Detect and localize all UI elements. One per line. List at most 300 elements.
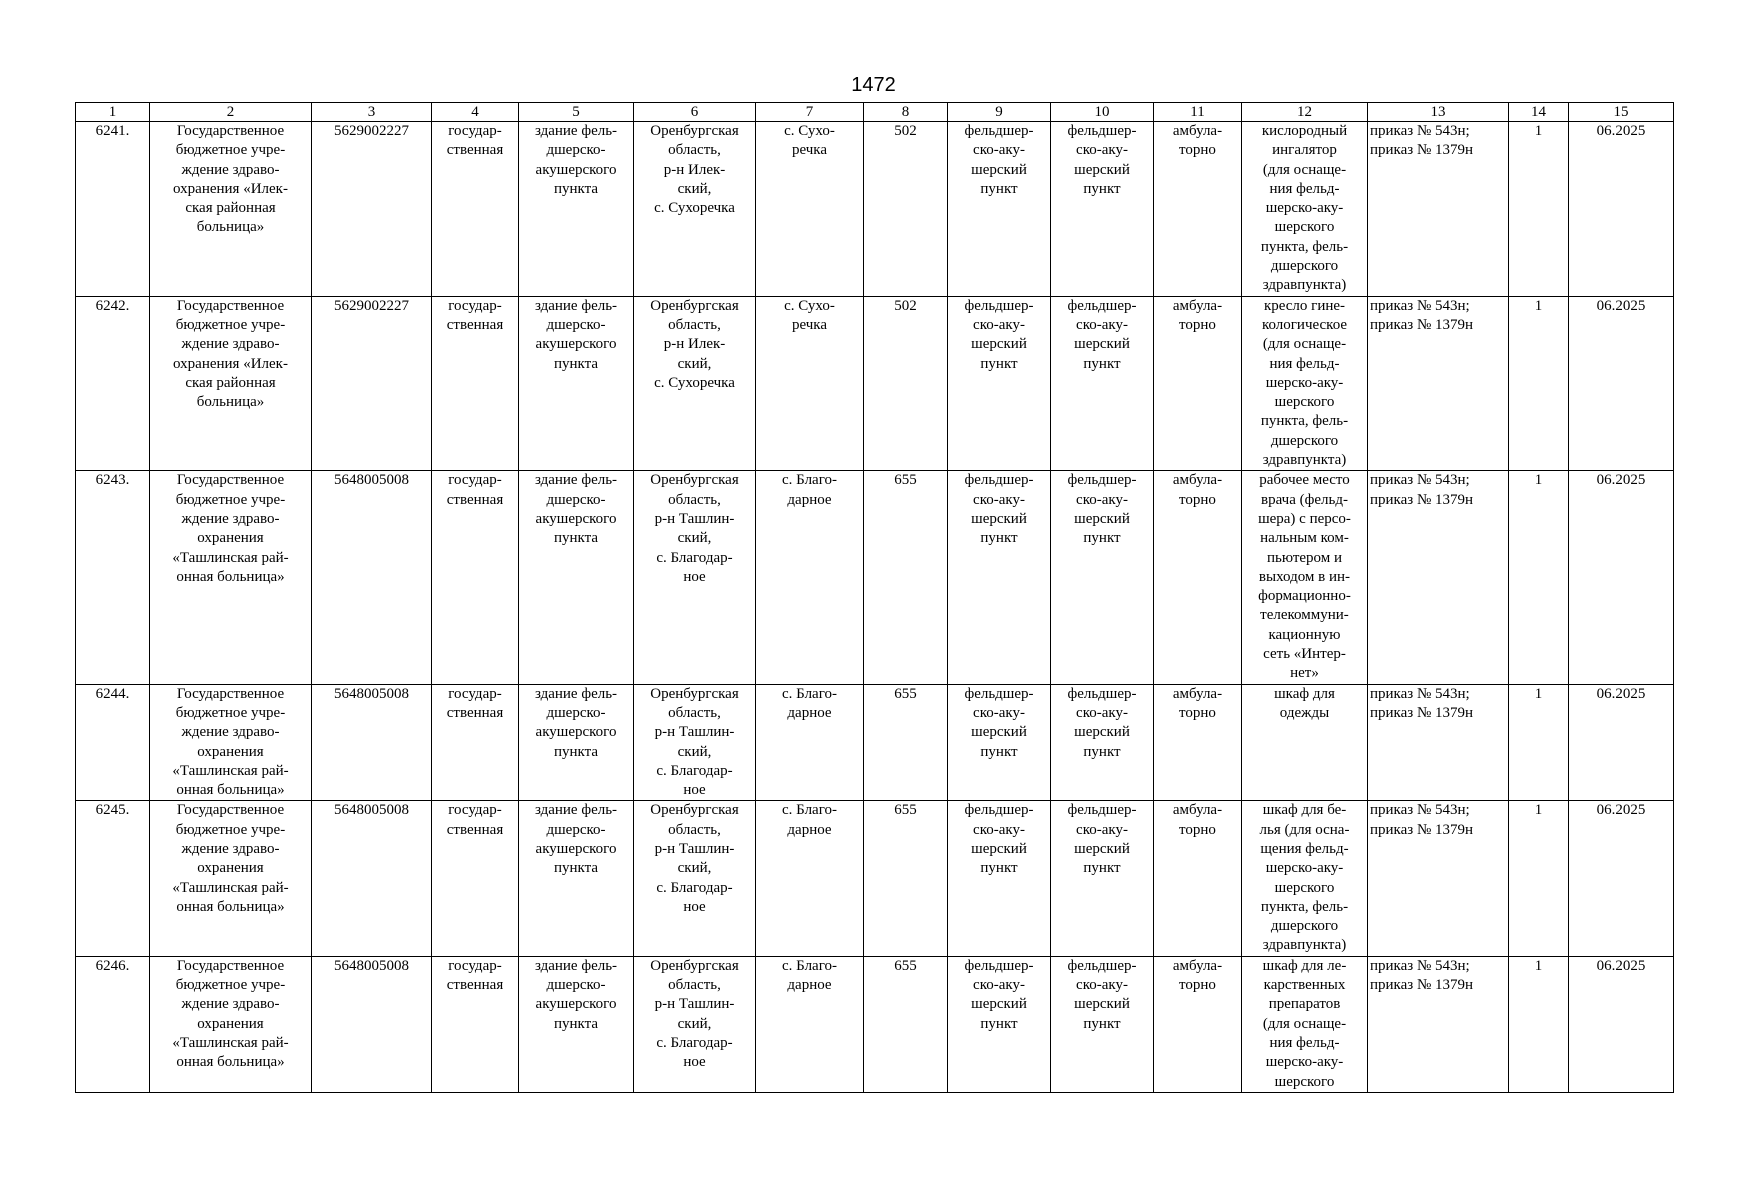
- column-number: 6: [634, 103, 756, 122]
- cell-line: охранения «Илек-: [173, 355, 288, 372]
- cell-line: ская районная: [185, 200, 276, 217]
- cell-line: нальным ком-: [1260, 530, 1349, 547]
- cell-line: амбула-: [1172, 957, 1223, 974]
- cell-line: дшерско-: [546, 142, 606, 159]
- column-number: 11: [1154, 103, 1242, 122]
- cell-line: «Ташлинская рай-: [172, 1034, 289, 1051]
- cell-line: с. Благодар-: [656, 549, 733, 566]
- cell-order-reference: [1368, 471, 1509, 684]
- cell-line: Государственное: [176, 123, 285, 139]
- cell-line: щения фельд-: [1260, 840, 1349, 857]
- cell-order-reference: [1368, 801, 1509, 956]
- cell-line: шерский: [1074, 724, 1130, 741]
- cell-line: с. Благо-: [782, 685, 837, 702]
- cell-line: ский,: [677, 860, 712, 877]
- cell-care-type: [1154, 122, 1242, 297]
- cell-line: пункт: [980, 530, 1018, 547]
- cell-line: охранения: [197, 743, 264, 760]
- cell-line: амбула-: [1172, 472, 1223, 489]
- cell-line: здание фель-: [534, 123, 618, 139]
- cell-line: ский,: [677, 530, 712, 547]
- cell-line: пункта, фель-: [1260, 898, 1349, 915]
- cell-line: «Ташлинская рай-: [172, 762, 289, 779]
- cell-line: фельдшер-: [1067, 802, 1137, 819]
- cell-line: здание фель-: [534, 472, 618, 489]
- cell-line: ния фельд-: [1269, 355, 1340, 372]
- cell-organization-name: [150, 471, 312, 684]
- cell-building-type: [519, 801, 634, 956]
- cell-line: шерский: [971, 996, 1027, 1013]
- cell-line: фельдшер-: [964, 802, 1034, 819]
- cell-line: ско-аку-: [973, 821, 1025, 838]
- cell-line: с. Сухо-: [784, 123, 835, 139]
- table-row: [76, 956, 1674, 1092]
- cell-line: фельдшер-: [964, 297, 1034, 314]
- cell-order-reference: [1368, 684, 1509, 801]
- cell-line: шерский: [1074, 161, 1130, 178]
- cell-line: фельдшер-: [1067, 472, 1137, 489]
- column-number: 15: [1569, 103, 1674, 122]
- cell-line: речка: [791, 316, 828, 333]
- cell-line: приказ № 543н;: [1370, 685, 1470, 702]
- table-row: [76, 122, 1674, 297]
- cell-line: кационную: [1268, 626, 1341, 643]
- cell-line: шерского: [1274, 394, 1335, 411]
- cell-unit-type: [948, 956, 1051, 1092]
- cell-address: [634, 471, 756, 684]
- cell-inn-code: 5648005008: [312, 801, 432, 956]
- cell-line: дшерско-: [546, 491, 606, 508]
- cell-line: ственная: [446, 142, 504, 159]
- cell-line: ско-аку-: [1076, 491, 1128, 508]
- cell-line: шерского: [1274, 879, 1335, 896]
- cell-line: дарное: [787, 704, 832, 721]
- cell-line: приказ № 543н;: [1370, 802, 1470, 819]
- column-number-row: [76, 103, 1674, 122]
- cell-line: р-н Ташлин-: [654, 996, 735, 1013]
- cell-population: 655: [864, 956, 948, 1092]
- cell-ownership-type: [432, 296, 519, 471]
- cell-locality: [756, 122, 864, 297]
- cell-line: р-н Ташлин-: [654, 510, 735, 527]
- cell-line: приказ № 543н;: [1370, 297, 1470, 314]
- cell-line: пьютером и: [1266, 549, 1343, 566]
- cell-line: амбула-: [1172, 297, 1223, 314]
- cell-line: область,: [668, 491, 721, 508]
- cell-building-type: [519, 296, 634, 471]
- cell-line: онная больница»: [176, 568, 285, 585]
- cell-line: шера) с персо-: [1258, 510, 1351, 527]
- cell-ownership-type: [432, 122, 519, 297]
- cell-equipment: [1242, 684, 1368, 801]
- cell-line: шерский: [971, 840, 1027, 857]
- cell-locality: [756, 801, 864, 956]
- cell-line: онная больница»: [176, 1054, 285, 1071]
- cell-line: шерского: [1274, 219, 1335, 236]
- cell-quantity: 1: [1509, 801, 1569, 956]
- cell-line: дшерского: [1270, 432, 1339, 449]
- cell-line: с. Благо-: [782, 957, 837, 974]
- cell-line: шерско-аку-: [1265, 374, 1344, 391]
- cell-line: больница»: [196, 219, 265, 236]
- cell-organization-name: [150, 801, 312, 956]
- cell-line: область,: [668, 977, 721, 994]
- cell-row-number: 6241.: [76, 122, 150, 297]
- cell-line: приказ № 1379н: [1370, 977, 1474, 994]
- cell-line: государ-: [448, 297, 502, 314]
- cell-line: речка: [791, 142, 828, 159]
- cell-line: ингалятор: [1272, 142, 1337, 159]
- cell-line: ский,: [677, 180, 712, 197]
- cell-line: торно: [1179, 977, 1216, 994]
- cell-quantity: 1: [1509, 122, 1569, 297]
- cell-line: (для оснаще-: [1262, 1015, 1347, 1032]
- cell-ownership-type: [432, 471, 519, 684]
- cell-line: ский,: [677, 743, 712, 760]
- cell-inn-code: 5629002227: [312, 122, 432, 297]
- cell-unit-type: [948, 471, 1051, 684]
- cell-line: лья (для осна-: [1259, 821, 1350, 838]
- cell-line: область,: [668, 142, 721, 159]
- cell-line: с. Сухоречка: [654, 200, 735, 217]
- cell-address: [634, 684, 756, 801]
- cell-ownership-type: [432, 801, 519, 956]
- cell-unit-name: [1051, 956, 1154, 1092]
- cell-line: акушерского: [535, 510, 617, 527]
- cell-equipment: [1242, 296, 1368, 471]
- column-number: 8: [864, 103, 948, 122]
- cell-line: ственная: [446, 977, 504, 994]
- cell-line: онная больница»: [176, 898, 285, 915]
- cell-line: с. Благо-: [782, 472, 837, 489]
- cell-line: приказ № 1379н: [1370, 491, 1474, 508]
- cell-line: телекоммуни-: [1260, 607, 1349, 624]
- cell-line: шкаф для: [1274, 685, 1335, 702]
- cell-address: [634, 956, 756, 1092]
- cell-line: шкаф для ле-: [1262, 957, 1347, 974]
- cell-line: государ-: [448, 957, 502, 974]
- table-row: [76, 801, 1674, 956]
- cell-line: торно: [1179, 491, 1216, 508]
- cell-line: пункт: [1083, 180, 1121, 197]
- cell-line: здание фель-: [534, 957, 618, 974]
- cell-unit-name: [1051, 122, 1154, 297]
- cell-line: рабочее место: [1259, 472, 1350, 489]
- cell-line: ственная: [446, 491, 504, 508]
- cell-line: пункт: [1083, 530, 1121, 547]
- cell-row-number: 6243.: [76, 471, 150, 684]
- column-number: 7: [756, 103, 864, 122]
- cell-line: ско-аку-: [1076, 316, 1128, 333]
- cell-line: дшерско-: [546, 977, 606, 994]
- cell-equipment: [1242, 471, 1368, 684]
- cell-unit-name: [1051, 801, 1154, 956]
- cell-order-reference: [1368, 296, 1509, 471]
- cell-line: с. Сухоречка: [654, 374, 735, 391]
- cell-quantity: 1: [1509, 684, 1569, 801]
- cell-line: шерско-аку-: [1265, 200, 1344, 217]
- cell-line: здравпункта): [1262, 277, 1347, 294]
- cell-line: формационно-: [1258, 588, 1351, 605]
- cell-line: шерско-аку-: [1265, 1054, 1344, 1071]
- cell-line: ско-аку-: [1076, 142, 1128, 159]
- page-number: 1472: [851, 74, 896, 96]
- cell-line: приказ № 543н;: [1370, 957, 1470, 974]
- cell-line: бюджетное учре-: [175, 316, 286, 333]
- cell-line: государ-: [448, 802, 502, 819]
- cell-line: бюджетное учре-: [175, 977, 286, 994]
- cell-line: шерского: [1274, 1073, 1335, 1090]
- cell-line: ско-аку-: [973, 316, 1025, 333]
- cell-inn-code: 5648005008: [312, 684, 432, 801]
- cell-care-type: [1154, 801, 1242, 956]
- cell-locality: [756, 471, 864, 684]
- cell-line: ская районная: [185, 374, 276, 391]
- cell-line: фельдшер-: [1067, 685, 1137, 702]
- cell-line: ский,: [677, 355, 712, 372]
- cell-line: акушерского: [535, 724, 617, 741]
- cell-building-type: [519, 956, 634, 1092]
- cell-line: ско-аку-: [973, 142, 1025, 159]
- cell-line: пункт: [980, 860, 1018, 877]
- cell-building-type: [519, 684, 634, 801]
- cell-line: пункт: [1083, 743, 1121, 760]
- cell-line: пункт: [980, 355, 1018, 372]
- cell-line: торно: [1179, 704, 1216, 721]
- cell-line: приказ № 1379н: [1370, 704, 1474, 721]
- cell-line: Оренбургская: [650, 957, 739, 974]
- cell-equipment: [1242, 122, 1368, 297]
- cell-line: р-н Илек-: [663, 161, 726, 178]
- cell-line: одежды: [1279, 704, 1330, 721]
- cell-line: охранения: [197, 530, 264, 547]
- cell-line: Государственное: [176, 685, 285, 702]
- cell-line: здание фель-: [534, 802, 618, 819]
- cell-line: фельдшер-: [964, 685, 1034, 702]
- cell-locality: [756, 956, 864, 1092]
- cell-row-number: 6246.: [76, 956, 150, 1092]
- cell-line: шерский: [971, 161, 1027, 178]
- cell-deadline-date: 06.2025: [1569, 122, 1674, 297]
- cell-unit-name: [1051, 296, 1154, 471]
- cell-deadline-date: 06.2025: [1569, 471, 1674, 684]
- cell-population: 655: [864, 684, 948, 801]
- cell-inn-code: 5648005008: [312, 471, 432, 684]
- cell-line: пункт: [980, 743, 1018, 760]
- cell-unit-type: [948, 684, 1051, 801]
- cell-organization-name: [150, 122, 312, 297]
- cell-line: пункта: [553, 180, 599, 197]
- cell-line: ждение здраво-: [181, 840, 280, 857]
- cell-line: ско-аку-: [973, 977, 1025, 994]
- cell-deadline-date: 06.2025: [1569, 296, 1674, 471]
- cell-line: пункта, фель-: [1260, 238, 1349, 255]
- cell-line: ное: [683, 898, 706, 915]
- cell-line: охранения «Илек-: [173, 180, 288, 197]
- cell-line: Государственное: [176, 297, 285, 314]
- cell-order-reference: [1368, 122, 1509, 297]
- cell-line: акушерского: [535, 336, 617, 353]
- cell-row-number: 6245.: [76, 801, 150, 956]
- cell-line: шерско-аку-: [1265, 860, 1344, 877]
- cell-line: фельдшер-: [964, 123, 1034, 139]
- cell-quantity: 1: [1509, 296, 1569, 471]
- cell-building-type: [519, 471, 634, 684]
- cell-line: область,: [668, 316, 721, 333]
- cell-population: 655: [864, 801, 948, 956]
- column-number: 5: [519, 103, 634, 122]
- cell-inn-code: 5648005008: [312, 956, 432, 1092]
- cell-line: дшерско-: [546, 821, 606, 838]
- cell-line: пункт: [980, 180, 1018, 197]
- cell-line: «Ташлинская рай-: [172, 879, 289, 896]
- cell-line: ственная: [446, 704, 504, 721]
- cell-line: бюджетное учре-: [175, 142, 286, 159]
- cell-line: охранения: [197, 860, 264, 877]
- cell-line: государ-: [448, 472, 502, 489]
- cell-line: с. Благодар-: [656, 879, 733, 896]
- cell-care-type: [1154, 684, 1242, 801]
- cell-line: р-н Ташлин-: [654, 724, 735, 741]
- cell-line: с. Благо-: [782, 802, 837, 819]
- cell-line: дарное: [787, 821, 832, 838]
- cell-line: здание фель-: [534, 685, 618, 702]
- cell-organization-name: [150, 296, 312, 471]
- cell-line: шерский: [1074, 996, 1130, 1013]
- cell-line: торно: [1179, 142, 1216, 159]
- cell-line: «Ташлинская рай-: [172, 549, 289, 566]
- cell-row-number: 6242.: [76, 296, 150, 471]
- cell-deadline-date: 06.2025: [1569, 684, 1674, 801]
- cell-line: выходом в ин-: [1258, 568, 1351, 585]
- cell-line: приказ № 543н;: [1370, 472, 1470, 489]
- column-number: 9: [948, 103, 1051, 122]
- cell-line: с. Сухо-: [784, 297, 835, 314]
- cell-line: шерский: [971, 724, 1027, 741]
- cell-line: нет»: [1290, 665, 1319, 682]
- cell-line: амбула-: [1172, 123, 1223, 139]
- cell-line: фельдшер-: [1067, 297, 1137, 314]
- cell-line: Оренбургская: [650, 297, 739, 314]
- cell-deadline-date: 06.2025: [1569, 956, 1674, 1092]
- cell-address: [634, 296, 756, 471]
- cell-line: пункт: [1083, 355, 1121, 372]
- cell-line: шерский: [971, 336, 1027, 353]
- cell-line: область,: [668, 821, 721, 838]
- cell-line: амбула-: [1172, 685, 1223, 702]
- cell-care-type: [1154, 956, 1242, 1092]
- cell-line: кресло гине-: [1263, 297, 1346, 314]
- cell-line: пункта, фель-: [1260, 413, 1349, 430]
- cell-line: Оренбургская: [650, 685, 739, 702]
- cell-line: Оренбургская: [650, 802, 739, 819]
- cell-building-type: [519, 122, 634, 297]
- cell-line: Оренбургская: [650, 472, 739, 489]
- cell-unit-type: [948, 296, 1051, 471]
- cell-line: государ-: [448, 685, 502, 702]
- cell-line: ско-аку-: [973, 704, 1025, 721]
- cell-line: Государственное: [176, 802, 285, 819]
- cell-population: 502: [864, 122, 948, 297]
- cell-inn-code: 5629002227: [312, 296, 432, 471]
- cell-line: (для оснаще-: [1262, 336, 1347, 353]
- cell-line: здравпункта): [1262, 452, 1347, 469]
- cell-line: пункта: [553, 743, 599, 760]
- cell-unit-name: [1051, 684, 1154, 801]
- cell-unit-type: [948, 801, 1051, 956]
- cell-line: фельдшер-: [1067, 957, 1137, 974]
- cell-line: ния фельд-: [1269, 180, 1340, 197]
- cell-locality: [756, 684, 864, 801]
- cell-line: дарное: [787, 977, 832, 994]
- cell-line: приказ № 1379н: [1370, 142, 1474, 159]
- cell-unit-type: [948, 122, 1051, 297]
- cell-unit-name: [1051, 471, 1154, 684]
- cell-line: торно: [1179, 316, 1216, 333]
- cell-ownership-type: [432, 684, 519, 801]
- cell-line: охранения: [197, 1015, 264, 1032]
- table-row: [76, 296, 1674, 471]
- registry-table: [75, 102, 1674, 1093]
- cell-line: пункта: [553, 860, 599, 877]
- cell-quantity: 1: [1509, 956, 1569, 1092]
- cell-organization-name: [150, 956, 312, 1092]
- column-number: 1: [76, 103, 150, 122]
- cell-line: шерский: [971, 510, 1027, 527]
- cell-line: фельдшер-: [964, 957, 1034, 974]
- cell-line: пункт: [1083, 860, 1121, 877]
- cell-line: кислородный: [1261, 123, 1348, 139]
- cell-line: акушерского: [535, 161, 617, 178]
- cell-line: ственная: [446, 316, 504, 333]
- cell-address: [634, 122, 756, 297]
- cell-line: шерский: [1074, 510, 1130, 527]
- cell-row-number: 6244.: [76, 684, 150, 801]
- cell-line: пункт: [1083, 1015, 1121, 1032]
- cell-line: акушерского: [535, 996, 617, 1013]
- cell-address: [634, 801, 756, 956]
- cell-line: (для оснаще-: [1262, 161, 1347, 178]
- cell-line: приказ № 543н;: [1370, 123, 1470, 139]
- cell-line: ждение здраво-: [181, 996, 280, 1013]
- cell-line: Государственное: [176, 957, 285, 974]
- cell-line: дшерско-: [546, 316, 606, 333]
- cell-line: сеть «Интер-: [1263, 646, 1346, 663]
- cell-line: р-н Илек-: [663, 336, 726, 353]
- table-row: [76, 471, 1674, 684]
- cell-line: врача (фельд-: [1261, 491, 1348, 508]
- cell-quantity: 1: [1509, 471, 1569, 684]
- column-number: 10: [1051, 103, 1154, 122]
- cell-line: ско-аку-: [1076, 821, 1128, 838]
- cell-line: ждение здраво-: [181, 161, 280, 178]
- cell-line: дшерского: [1270, 918, 1339, 935]
- cell-line: с. Благодар-: [656, 762, 733, 779]
- cell-line: государ-: [448, 123, 502, 139]
- column-number: 4: [432, 103, 519, 122]
- cell-line: торно: [1179, 821, 1216, 838]
- cell-organization-name: [150, 684, 312, 801]
- cell-line: ждение здраво-: [181, 336, 280, 353]
- cell-line: фельдшер-: [1067, 123, 1137, 139]
- cell-line: ное: [683, 782, 706, 799]
- cell-line: ско-аку-: [1076, 977, 1128, 994]
- cell-line: ждение здраво-: [181, 510, 280, 527]
- cell-population: 655: [864, 471, 948, 684]
- column-number: 14: [1509, 103, 1569, 122]
- cell-equipment: [1242, 956, 1368, 1092]
- cell-line: бюджетное учре-: [175, 821, 286, 838]
